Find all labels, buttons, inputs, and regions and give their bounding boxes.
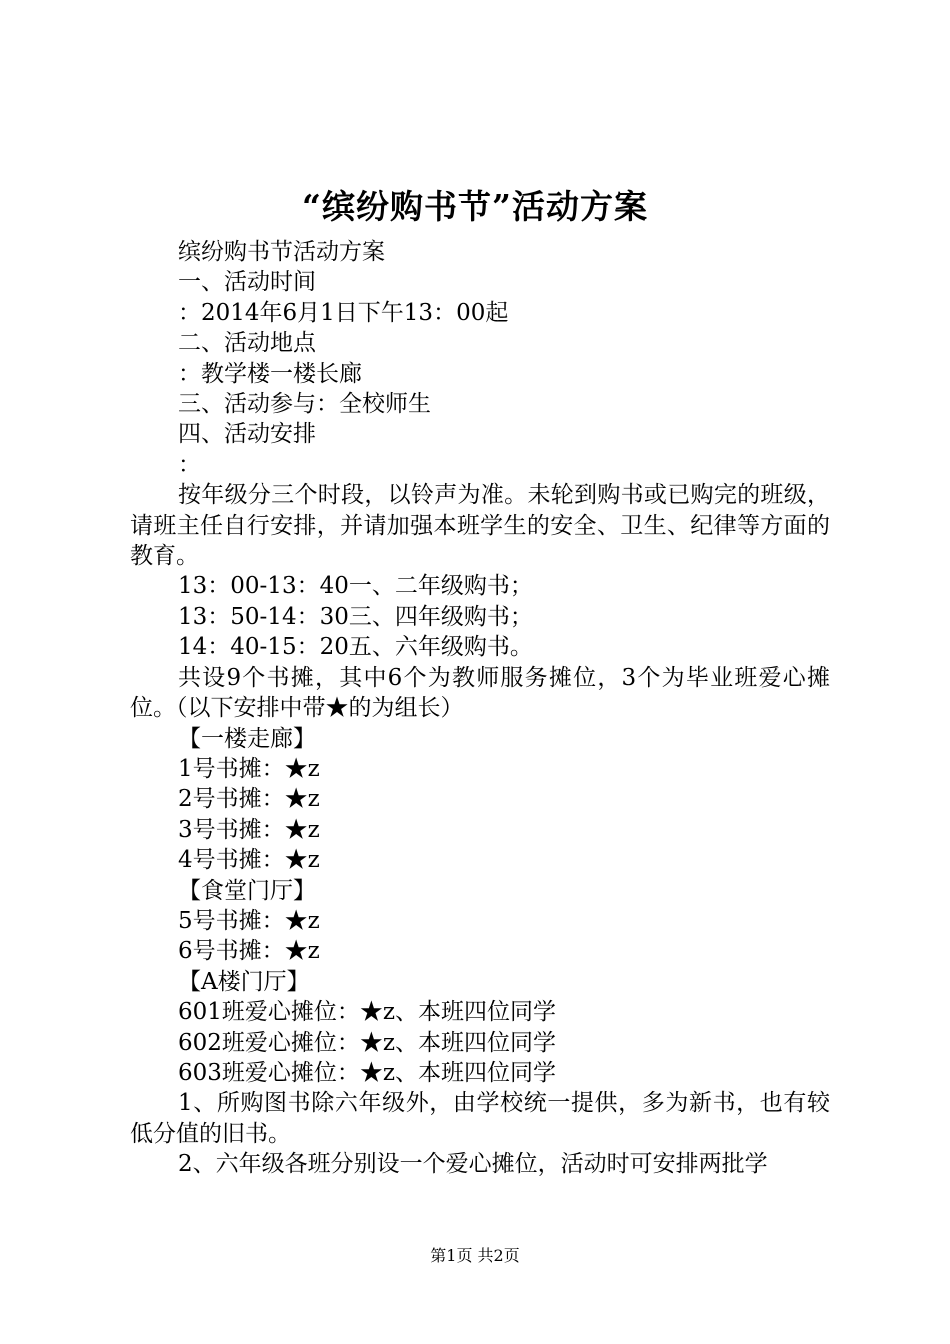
stall-line: 4号书摊：★z (178, 847, 320, 874)
paragraph: ：2014年6月1日下午13：00起 (178, 299, 509, 326)
stall-line: 3号书摊：★z (178, 816, 320, 843)
stall-line: 1号书摊：★z (178, 755, 320, 782)
stall-line: 601班爱心摊位：★z、本班四位同学 (178, 999, 557, 1026)
paragraph: 缤纷购书节活动方案 (178, 239, 385, 265)
paragraph: 按年级分三个时段，以铃声为准。未轮到购书或已购完的班级，请班主任自行安排，并请加强本班学生的安全、卫生、纪律等方面的教育。 (130, 482, 830, 570)
section-heading: 三、活动参与：全校师生 (178, 391, 431, 418)
location-heading: 【A楼门厅】 (178, 968, 310, 995)
section-heading: 一、活动时间 (178, 269, 316, 296)
paragraph: ： (178, 451, 201, 478)
section-heading: 四、活动安排 (178, 421, 316, 448)
paragraph: 2、六年级各班分别设一个爱心摊位，活动时可安排两批学 (178, 1151, 768, 1178)
paragraph: 共设9个书摊，其中6个为教师服务摊位，3个为毕业班爱心摊位。（以下安排中带★的为组长） (130, 664, 830, 722)
stall-line: 602班爱心摊位：★z、本班四位同学 (178, 1029, 557, 1056)
page-footer: 第1页 共2页 (430, 1246, 520, 1265)
schedule-line: 13：50-14：30三、四年级购书； (178, 603, 533, 630)
schedule-line: 14：40-15：20五、六年级购书。 (178, 634, 533, 661)
stall-line: 5号书摊：★z (178, 907, 320, 934)
paragraph: ：教学楼一楼长廊 (178, 360, 362, 387)
section-heading: 二、活动地点 (178, 330, 316, 357)
paragraph: 1、所购图书除六年级外，由学校统一提供，多为新书，也有较低分值的旧书。 (130, 1090, 830, 1147)
stall-line: 2号书摊：★z (178, 786, 320, 813)
schedule-line: 13：00-13：40一、二年级购书； (178, 573, 533, 600)
location-heading: 【食堂门厅】 (178, 877, 316, 904)
document-body (130, 237, 830, 1180)
stall-line: 6号书摊：★z (178, 938, 320, 965)
document-title: “缤纷购书节”活动方案 (302, 187, 648, 226)
location-heading: 【一楼走廊】 (178, 725, 316, 752)
stall-line: 603班爱心摊位：★z、本班四位同学 (178, 1059, 557, 1086)
